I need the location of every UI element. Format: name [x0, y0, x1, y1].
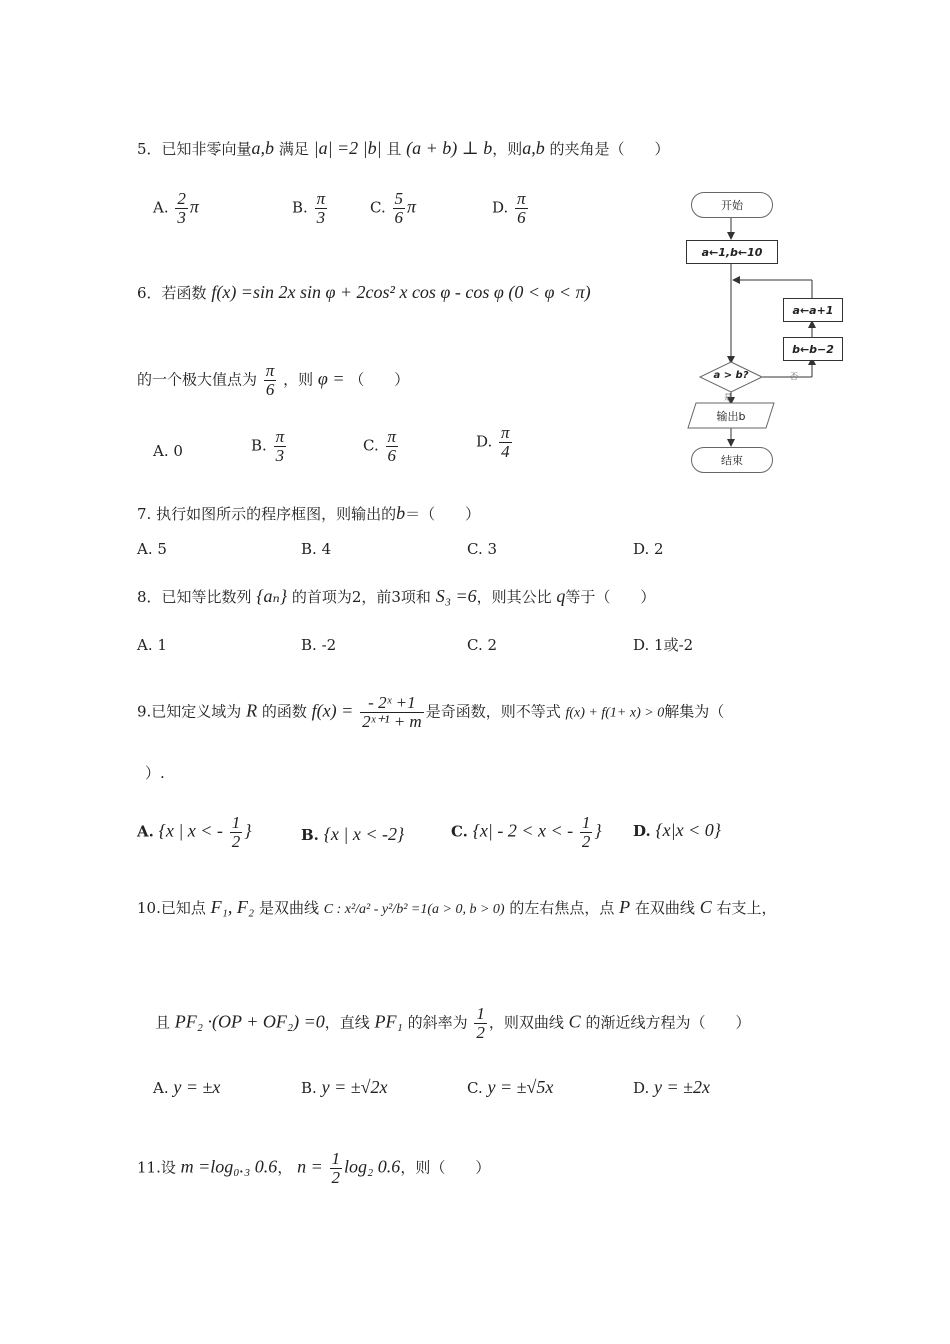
q6-option-d: D. $\frac{\pi}{4}$ [476, 423, 510, 461]
q10-option-d: D. y = ±2x [633, 1077, 711, 1097]
fraction: $\frac{2}{3}$ [177, 189, 186, 227]
fraction: $\frac{1}{2}$ [331, 1149, 341, 1187]
q11-stem: 11.设 m =log₀.₃ 0.6， n = $\frac{1}{2}$ log₂ 0.6，则（ ） [137, 1149, 491, 1187]
q10-stem-line2: 且 PF₂ ·(OP + OF₂) =0，直线 PF₁ 的斜率为 $\frac{1}{2}$ ，则双曲线 C 的渐近线方程为（ ） [155, 1004, 751, 1042]
decrement-b-node: b←b−2 [783, 337, 843, 361]
q8-option-d: D. 1或-2 [633, 636, 694, 654]
end-node: 结束 [691, 447, 773, 473]
fraction: $\frac{\pi}{4}$ [501, 423, 510, 461]
q7-option-d: D. 2 [633, 540, 664, 558]
q5-option-b: B. $\frac{\pi}{3}$ [292, 189, 326, 227]
q9-option-d: D. {x|x < 0} [633, 820, 721, 840]
q10-stem: 10.已知点 F₁, F₂ 是双曲线 C : x²/a² - y²/b² =1(a > 0, b > 0) 的左右焦点，点 P 在双曲线 C 右支上， [137, 897, 777, 917]
flowchart-connectors [680, 185, 850, 475]
decision-label: a > b? [713, 370, 749, 381]
fraction: $\frac{\pi}{6}$ [387, 427, 397, 465]
q7-option-b: B. 4 [301, 540, 332, 558]
q9-option-b: B. {x | x < -2} [301, 824, 405, 844]
q9-option-c: C. {x| - 2 < x < - $\frac{1}{2}$ } [451, 813, 602, 851]
q5-option-c: C. $\frac{5}{6}$ π [370, 189, 417, 227]
q9-stem-line2: ）. [145, 764, 165, 782]
q7-option-a: A. 5 [137, 540, 167, 558]
q8-option-b: B. -2 [301, 636, 337, 654]
q10-option-c: C. y = ±√5x [467, 1077, 554, 1097]
q6-stem: 6．若函数 f(x) =sin 2x sin φ + 2cos² x cos φ - cos φ (0 < φ < π) [137, 282, 591, 302]
q6-option-b: B. $\frac{\pi}{3}$ [251, 427, 285, 465]
q7-stem: 7. 执行如图所示的程序框图，则输出的b＝（ ） [137, 503, 481, 523]
q6-stem-line2: 的一个极大值点为 $\frac{\pi}{6}$ ，则 φ = （ ） [137, 361, 410, 399]
q6-option-c: C. $\frac{\pi}{6}$ [363, 427, 397, 465]
fraction: $\frac{5}{6}$ [394, 189, 403, 227]
q5-option-d: D. $\frac{\pi}{6}$ [492, 189, 526, 227]
fraction: $\frac{1}{2}$ [581, 813, 591, 851]
fraction: $\frac{1}{2}$ [476, 1004, 485, 1042]
output-label: 输出b [716, 410, 746, 423]
q8-stem: 8．已知等比数列 {aₙ} 的首项为2，前3项和 S₃ =6，则其公比 q等于（ ） [137, 586, 656, 606]
fraction: $\frac{\text{- 2ˣ +1}}{\text{2ˣ⁺¹ + m}}$ [362, 693, 422, 731]
q8-option-c: C. 2 [467, 636, 498, 654]
flowchart [680, 185, 850, 475]
increment-a-node: a←a+1 [783, 298, 843, 322]
init-node: a←1,b←10 [686, 240, 778, 264]
fraction: $\frac{\pi}{3}$ [316, 189, 326, 227]
q5-option-a: A. $\frac{2}{3}$ π [153, 189, 199, 227]
q9-stem: 9.已知定义域为 R 的函数 f(x) = $\frac{\text{- 2ˣ +1}}{\text{2ˣ⁺¹ + m}}$ 是奇函数，则不等式 f(x) + f(1+ x) > 0解集为（ [137, 693, 725, 731]
q8-option-a: A. 1 [137, 636, 167, 654]
fraction: $\frac{\pi}{6}$ [517, 189, 526, 227]
yes-label: 是 [724, 393, 732, 402]
no-label: 否 [790, 372, 798, 381]
fraction: $\frac{1}{2}$ [231, 813, 241, 851]
fraction: $\frac{\pi}{3}$ [275, 427, 285, 465]
q10-option-a: A. y = ±x [153, 1077, 221, 1097]
q10-option-b: B. y = ±√2x [301, 1077, 388, 1097]
q7-option-c: C. 3 [467, 540, 498, 558]
start-node: 开始 [691, 192, 773, 218]
q9-option-a: A. {x | x < - $\frac{1}{2}$ } [137, 813, 252, 851]
q5-stem: 5．已知非零向量a,b 满足 |a| =2 |b| 且 (a + b) ⊥ b，则a,b 的夹角是（ ） [137, 138, 670, 158]
q6-option-a: A. 0 [153, 442, 183, 460]
fraction: $\frac{\pi}{6}$ [265, 361, 275, 399]
